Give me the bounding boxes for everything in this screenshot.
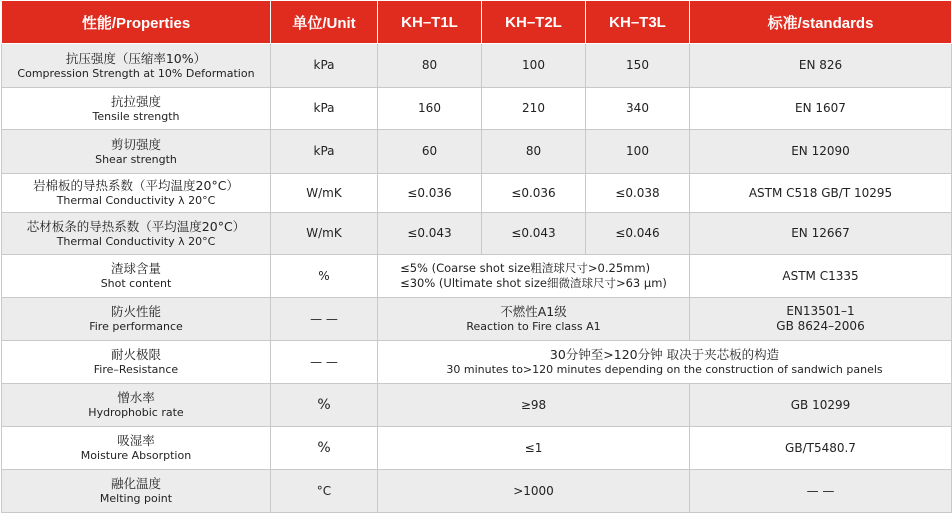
table-row (2, 213, 952, 255)
fire-class-en: Reaction to Fire class A1 (466, 320, 601, 333)
property-name-cn: 抗压强度（压缩率10%） (65, 50, 207, 66)
property-name-cn: 憎水率 (117, 390, 155, 405)
fire-resistance-en: 30 minutes to>120 minutes depending on the construction of sandwich panels (446, 363, 883, 376)
t1-cell: 160 (378, 88, 482, 130)
property-name-en: Compression Strength at 10% Deformation (17, 66, 255, 80)
property-name-en: Fire–Resistance (93, 363, 179, 376)
shot-ultimate-value: ≤30% (Ultimate shot size细微渣球尺寸>63 μm) (400, 276, 667, 290)
standard-cell: EN 12667 (690, 213, 952, 255)
standard-cell: — — (690, 470, 952, 513)
t1-cell: ≤0.043 (378, 213, 482, 255)
fire-standard-1: EN13501–1 (786, 304, 855, 318)
header-standards: 标准/standards (690, 1, 952, 44)
unit-cell: % (271, 255, 378, 298)
standard-cell: EN 12090 (690, 130, 952, 174)
t1-cell: 60 (378, 130, 482, 174)
fire-standard-2: GB 8624–2006 (776, 319, 865, 333)
property-name (2, 44, 271, 88)
melting-value: >1000 (378, 470, 690, 513)
property-name-cn: 渣球含量 (110, 261, 161, 276)
standard-cell: GB/T5480.7 (690, 427, 952, 470)
t2-cell: 210 (482, 88, 586, 130)
property-name (2, 341, 271, 384)
t1-cell: 80 (378, 44, 482, 88)
t3-cell: ≤0.046 (586, 213, 690, 255)
unit-cell: — — (271, 298, 378, 341)
property-name-cn: 防火性能 (110, 304, 161, 319)
table-row (2, 255, 952, 298)
table-row (2, 427, 952, 470)
property-name-en: Thermal Conductivity λ 20°C (56, 194, 216, 207)
standard-cell: GB 10299 (690, 384, 952, 427)
fire-performance-value (378, 298, 690, 341)
fire-class-cn: 不燃性A1级 (500, 304, 567, 319)
header-row (2, 1, 952, 44)
fire-resistance-value (378, 341, 952, 384)
moisture-value: ≤1 (378, 427, 690, 470)
t3-cell: 340 (586, 88, 690, 130)
unit-cell: kPa (271, 130, 378, 174)
standard-cell: EN 826 (690, 44, 952, 88)
property-name (2, 174, 271, 213)
property-name (2, 130, 271, 174)
property-name-cn: 耐火极限 (110, 347, 161, 362)
property-name-cn: 剪切强度 (110, 136, 161, 152)
properties-table (1, 0, 952, 513)
property-name-en: Thermal Conductivity λ 20°C (56, 234, 216, 248)
header-kh-t1l: KH–T1L (378, 1, 482, 44)
property-name-cn: 岩棉板的导热系数（平均温度20°C） (33, 178, 239, 193)
property-name-en: Melting point (99, 492, 173, 505)
unit-cell: W/mK (271, 174, 378, 213)
property-name-en: Moisture Absorption (80, 449, 192, 462)
property-name-cn: 吸湿率 (117, 433, 155, 448)
shot-coarse-value: ≤5% (Coarse shot size粗渣球尺寸>0.25mm) (400, 261, 651, 275)
hydrophobic-value: ≥98 (378, 384, 690, 427)
standard-cell: ASTM C1335 (690, 255, 952, 298)
unit-cell: kPa (271, 88, 378, 130)
header-kh-t3l: KH–T3L (586, 1, 690, 44)
property-name (2, 384, 271, 427)
table-row (2, 88, 952, 130)
t3-cell: ≤0.038 (586, 174, 690, 213)
property-name (2, 470, 271, 513)
table-row (2, 384, 952, 427)
standard-cell (690, 298, 952, 341)
property-name-en: Shear strength (95, 152, 177, 166)
t2-cell: 100 (482, 44, 586, 88)
property-name-en: Hydrophobic rate (88, 406, 184, 419)
unit-cell: °C (271, 470, 378, 513)
unit-cell: — — (271, 341, 378, 384)
property-name (2, 298, 271, 341)
property-name-cn: 抗拉强度 (110, 93, 161, 109)
t3-cell: 150 (586, 44, 690, 88)
standard-cell: ASTM C518 GB/T 10295 (690, 174, 952, 213)
property-name-en: Shot content (100, 277, 172, 290)
table-row (2, 470, 952, 513)
unit-cell: kPa (271, 44, 378, 88)
standard-cell: EN 1607 (690, 88, 952, 130)
property-name-cn: 芯材板条的导热系数（平均温度20°C） (26, 218, 246, 234)
table-row (2, 298, 952, 341)
property-name-cn: 融化温度 (110, 476, 161, 491)
header-properties: 性能/Properties (2, 1, 271, 44)
table-row (2, 130, 952, 174)
t2-cell: ≤0.036 (482, 174, 586, 213)
table-row (2, 174, 952, 213)
property-name (2, 88, 271, 130)
table-row (2, 44, 952, 88)
unit-cell: W/mK (271, 213, 378, 255)
property-name (2, 427, 271, 470)
t1-cell: ≤0.036 (378, 174, 482, 213)
header-kh-t2l: KH–T2L (482, 1, 586, 44)
t3-cell: 100 (586, 130, 690, 174)
unit-cell: % (271, 427, 378, 470)
property-name-en: Tensile strength (92, 109, 180, 123)
t2-cell: ≤0.043 (482, 213, 586, 255)
property-name (2, 213, 271, 255)
shot-content-values (378, 255, 690, 298)
header-unit: 单位/Unit (271, 1, 378, 44)
property-name (2, 255, 271, 298)
table-row (2, 341, 952, 384)
fire-resistance-cn: 30分钟至>120分钟 取决于夹芯板的构造 (549, 347, 780, 362)
unit-cell: % (271, 384, 378, 427)
property-name-en: Fire performance (89, 320, 183, 333)
t2-cell: 80 (482, 130, 586, 174)
